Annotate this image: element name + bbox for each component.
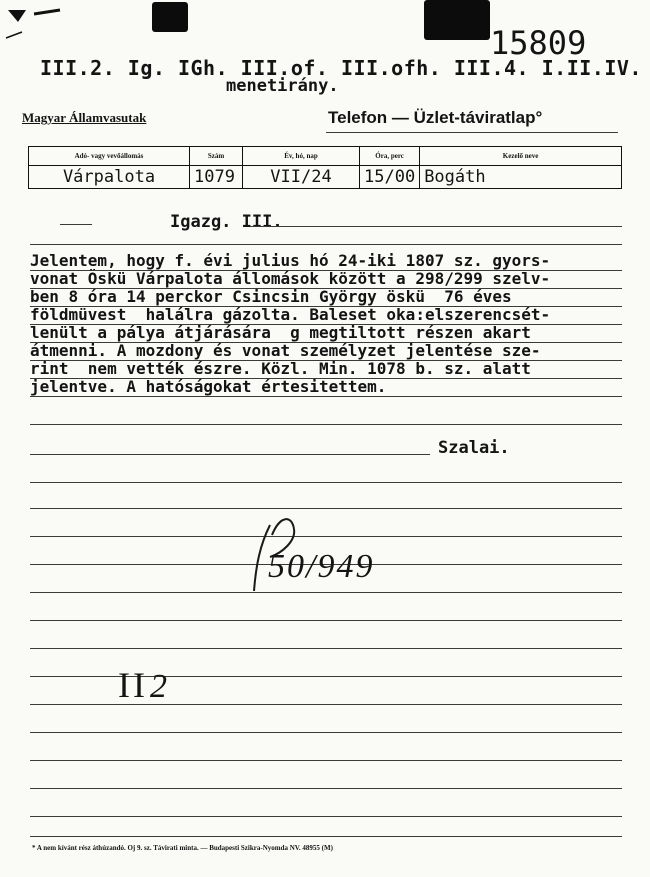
rule [30,482,622,483]
rule [30,620,622,621]
serial-number: 15809 [490,24,587,62]
message-line: vonat Öskü Várpalota állomások között a 298/299 szelv- [30,269,551,288]
rule [30,788,622,789]
form-title: Telefon — Üzlet-táviratlap° [328,108,543,127]
rule [30,342,622,343]
rule [30,244,622,245]
corner-mark-icon [4,4,74,44]
header-operator: Kezelő neve [420,147,622,166]
addressee: Igazg. III. [170,212,283,232]
header-time: Óra, perc [360,147,420,166]
rule [30,270,622,271]
message-line: ben 8 óra 14 perckor Csincsin György öskü 76 éves [30,287,512,306]
rule [30,816,622,817]
handwritten-digit-mark: 2 [150,668,167,705]
routing-subtext: menetirány. [226,76,339,96]
message-line: földmüvest halálra gázolta. Baleset oka:elszerencsét- [30,305,551,324]
header-number: Szám [190,147,243,166]
rule [30,454,430,455]
addressee-rule-right [250,226,622,227]
rule [30,324,622,325]
message-line: Jelentem, hogy f. évi julius hó 24-iki 1807 sz. gyors- [30,251,551,270]
letterhead-rule [326,132,618,133]
value-operator: Bogáth [420,166,622,189]
printer-footer: * A nem kívánt rész áthúzandó. Oj 9. sz. Távirati minta. — Budapesti Szikra-Nyomda NV. 48955 (M) [32,844,333,852]
message-line: átmenni. A mozdony és vonat személyzet jelentése sze- [30,341,541,360]
handwritten-roman-mark: II [118,665,148,705]
message-line: rint nem vették észre. Közl. Min. 1078 b. sz. alatt [30,359,531,378]
signature: Szalai. [438,438,510,458]
ink-blot-right [424,0,490,40]
table-header-row [29,147,622,166]
rule [30,732,622,733]
rule [30,424,622,425]
value-number: 1079 [190,166,243,189]
message-line: jelentve. A hatóságokat értesitettem. [30,377,387,396]
rule [30,288,622,289]
rule [30,836,622,837]
rule [30,306,622,307]
rule [30,360,622,361]
organization-name: Magyar Államvasutak [22,110,147,125]
value-station: Várpalota [29,166,190,189]
ink-blot-left [152,2,188,32]
rule [30,378,622,379]
rule [30,760,622,761]
header-station: Adó- vagy vevőállomás [29,147,190,166]
transmission-table [28,146,622,189]
rule [30,648,622,649]
table-value-row [29,166,622,189]
value-date: VII/24 [243,166,360,189]
handwritten-file-number: 50/949 [268,548,375,585]
rule [30,396,622,397]
message-line: lenült a pálya átjárására g megtiltott részen akart [30,323,531,342]
header-date: Év, hó, nap [243,147,360,166]
value-time: 15/00 [360,166,420,189]
routing-line: III.2. Ig. IGh. III.of. III.ofh. III.4. I.II.IV. [40,56,642,80]
addressee-rule-left [60,224,92,225]
